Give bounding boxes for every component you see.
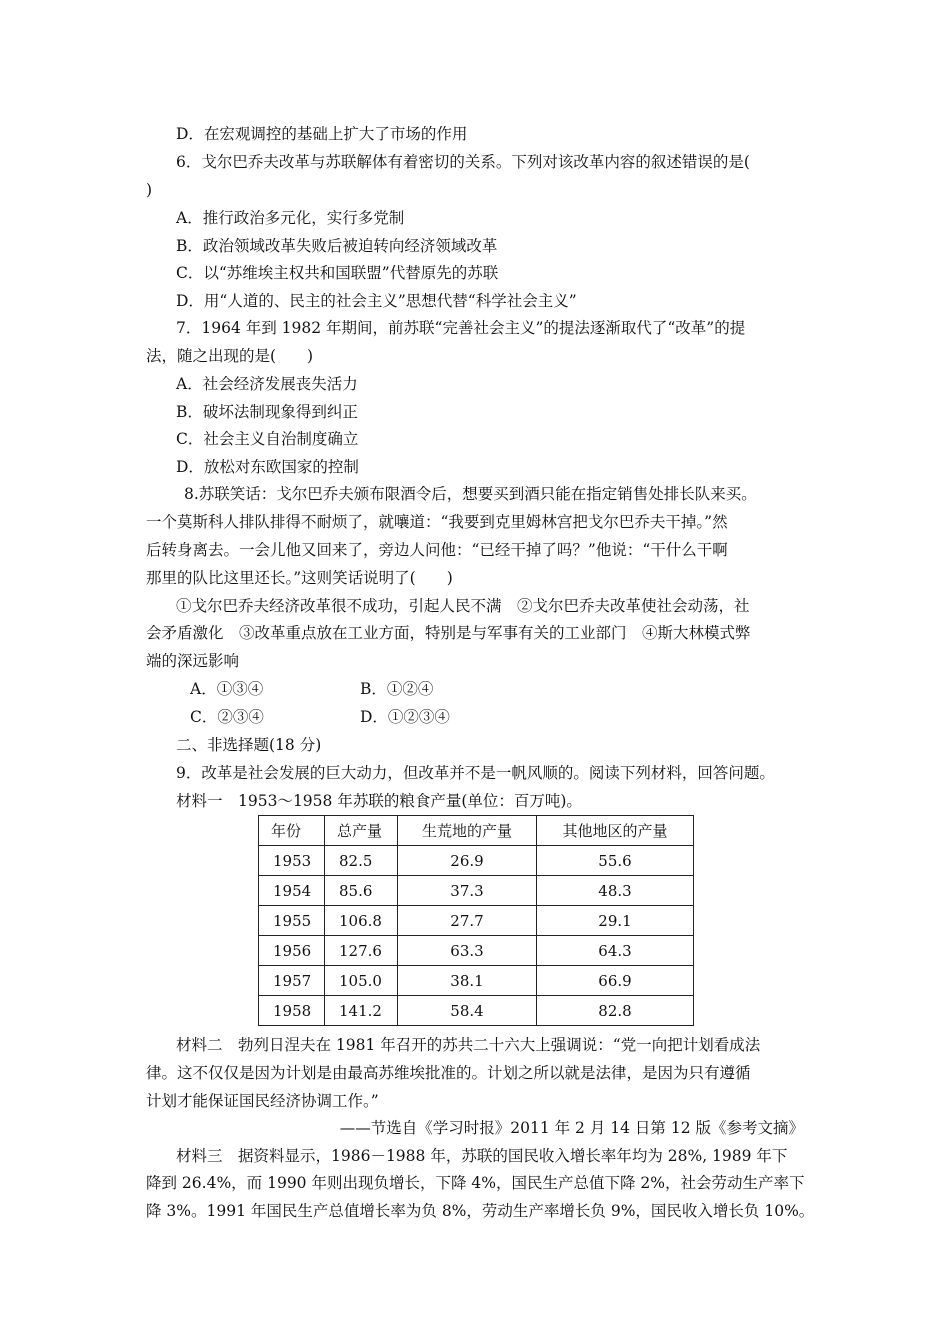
q6-stem-line2: ) — [146, 181, 153, 199]
table-cell: 1954 — [259, 876, 325, 906]
q8-items-line2: 会矛盾激化 ③改革重点放在工业方面，特别是与军事有关的工业部门 ④斯大林模式弊 — [146, 624, 751, 642]
table-row — [259, 936, 694, 966]
q7-stem-line2: 法，随之出现的是( ) — [146, 347, 314, 365]
section-2-heading: 二、非选择题(18 分) — [176, 736, 322, 754]
q6-stem-line1: 6．戈尔巴乔夫改革与苏联解体有着密切的关系。下列对该改革内容的叙述错误的是( — [176, 153, 750, 171]
q8-items-line1: ①戈尔巴乔夫经济改革很不成功，引起人民不满 ②戈尔巴乔夫改革使社会动荡，社 — [176, 597, 750, 615]
q6-option-b: B．政治领域改革失败后被迫转向经济领域改革 — [176, 237, 498, 255]
q8-option-d: D．①②③④ — [360, 708, 450, 726]
table-row — [259, 906, 694, 936]
q7-option-d: D．放松对东欧国家的控制 — [176, 458, 359, 476]
material-1-title: 材料一 1953～1958 年苏联的粮食产量(单位：百万吨)。 — [176, 792, 582, 810]
table-cell: 85.6 — [325, 876, 398, 906]
table-cell: 1953 — [259, 846, 325, 876]
table-cell: 66.9 — [537, 966, 694, 996]
q8-stem-line3: 后转身离去。一会儿他又回来了，旁边人问他：“已经干掉了吗？”他说：“干什么干啊 — [146, 541, 728, 559]
table-cell: 1955 — [259, 906, 325, 936]
material-2-line2: 律。这不仅仅是因为计划是由最高苏维埃批准的。计划之所以就是法律，是因为只有遵循 — [146, 1064, 751, 1082]
q8-items-line3: 端的深远影响 — [146, 652, 240, 670]
table-cell: 1958 — [259, 996, 325, 1026]
q5-option-d: D．在宏观调控的基础上扩大了市场的作用 — [176, 125, 468, 143]
q6-option-d: D．用“人道的、民主的社会主义”思想代替“科学社会主义” — [176, 292, 577, 310]
material-2-line1: 材料二 勃列日涅夫在 1981 年召开的苏共二十六大上强调说：“党一向把计划看成法 — [176, 1036, 761, 1054]
table-header-cell: 总产量 — [325, 816, 398, 846]
table-cell: 1956 — [259, 936, 325, 966]
material-3-line2: 降到 26.4%，而 1990 年则出现负增长，下降 4%，国民生产总值下降 2%，社会劳动生产率下 — [146, 1174, 805, 1192]
table-header-cell: 生荒地的产量 — [398, 816, 537, 846]
table-row — [259, 876, 694, 906]
material-3-line3: 降 3%。1991 年国民生产总值增长率为负 8%，劳动生产率增长负 9%，国民收入增长负 10%。 — [146, 1202, 815, 1220]
q8-stem-line1: 8.苏联笑话：戈尔巴乔夫颁布限酒令后，想要买到酒只能在指定销售处排长队来买。 — [184, 485, 757, 503]
q7-option-a: A．社会经济发展丧失活力 — [176, 375, 358, 393]
table-cell: 63.3 — [398, 936, 537, 966]
q8-stem-line2: 一个莫斯科人排队排得不耐烦了，就嚷道：“我要到克里姆林宫把戈尔巴乔夫干掉。”然 — [146, 513, 728, 531]
q8-option-a: A．①③④ — [190, 680, 264, 698]
q8-option-c: C．②③④ — [190, 708, 264, 726]
q7-option-b: B．破坏法制现象得到纠正 — [176, 403, 358, 421]
material-2-source: ——节选自《学习时报》2011 年 2 月 14 日第 12 版《参考文摘》 — [339, 1119, 804, 1137]
table-cell: 29.1 — [537, 906, 694, 936]
table-cell: 27.7 — [398, 906, 537, 936]
q7-stem-line1: 7．1964 年到 1982 年期间，前苏联“完善社会主义”的提法逐渐取代了“改革”的提 — [176, 319, 746, 337]
table-cell: 38.1 — [398, 966, 537, 996]
table-header-row — [259, 816, 694, 846]
table-header-cell: 其他地区的产量 — [537, 816, 694, 846]
q8-option-b: B．①②④ — [360, 680, 434, 698]
grain-output-table — [258, 815, 694, 1026]
table-cell: 141.2 — [325, 996, 398, 1026]
table-row — [259, 846, 694, 876]
table-row — [259, 966, 694, 996]
table-cell: 82.8 — [537, 996, 694, 1026]
q8-stem-line4: 那里的队比这里还长。”这则笑话说明了( ) — [146, 569, 453, 587]
q6-option-c: C．以“苏维埃主权共和国联盟”代替原先的苏联 — [176, 264, 499, 282]
q6-option-a: A．推行政治多元化，实行多党制 — [176, 209, 405, 227]
table-row — [259, 996, 694, 1026]
table-header-cell: 年份 — [259, 816, 325, 846]
table-cell: 82.5 — [325, 846, 398, 876]
table-cell: 37.3 — [398, 876, 537, 906]
table-cell: 26.9 — [398, 846, 537, 876]
table-cell: 105.0 — [325, 966, 398, 996]
table-cell: 127.6 — [325, 936, 398, 966]
table-cell: 1957 — [259, 966, 325, 996]
table-cell: 64.3 — [537, 936, 694, 966]
q7-option-c: C．社会主义自治制度确立 — [176, 430, 359, 448]
q9-stem: 9．改革是社会发展的巨大动力，但改革并不是一帆风顺的。阅读下列材料，回答问题。 — [176, 764, 775, 782]
table-cell: 48.3 — [537, 876, 694, 906]
material-2-line3: 计划才能保证国民经济协调工作。” — [146, 1092, 379, 1110]
table-cell: 58.4 — [398, 996, 537, 1026]
table-cell: 55.6 — [537, 846, 694, 876]
material-3-line1: 材料三 据资料显示，1986－1988 年，苏联的国民收入增长率年均为 28%, 1989 年下 — [176, 1147, 788, 1165]
table-cell: 106.8 — [325, 906, 398, 936]
